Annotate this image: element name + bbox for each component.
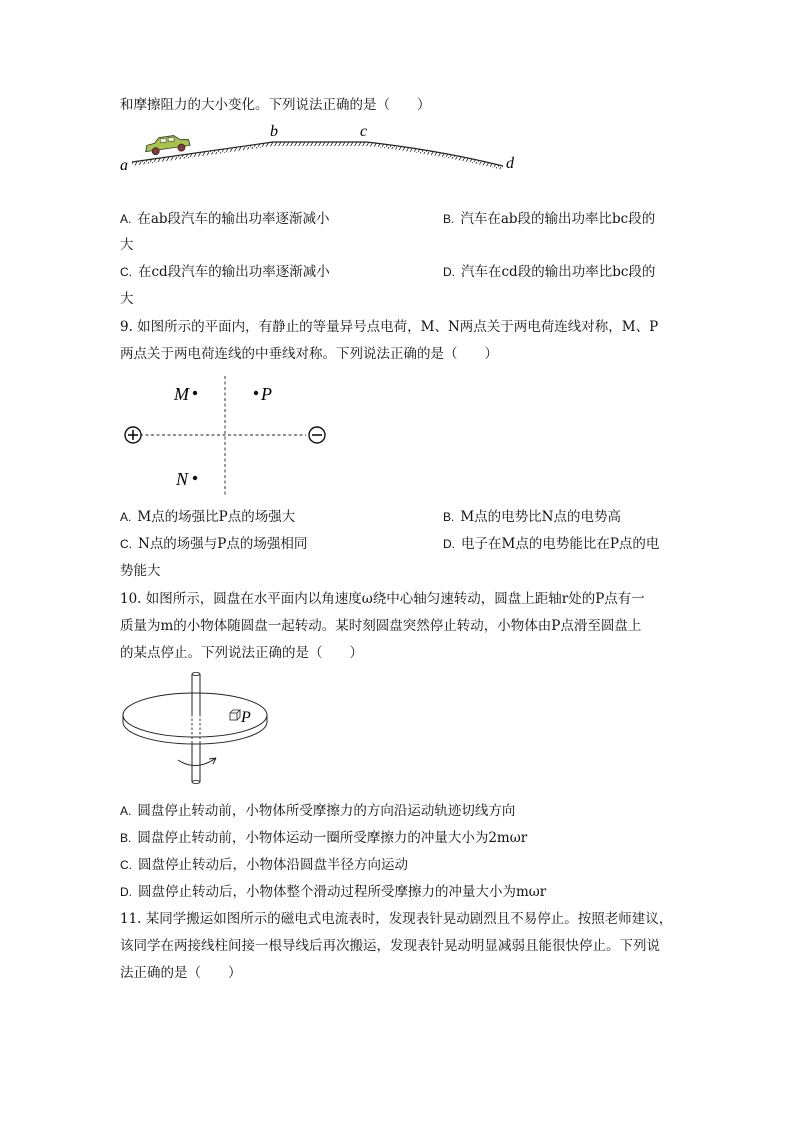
point-P	[254, 391, 258, 395]
q10-option-c[interactable]: C. 圆盘停止转动后，小物体沿圆盘半径方向运动	[120, 857, 408, 873]
q10-option-b[interactable]: B. 圆盘停止转动前，小物体运动一圈所受摩擦力的冲量大小为2mωr	[120, 830, 528, 846]
q10-option-d[interactable]: D. 圆盘停止转动后，小物体整个滑动过程所受摩擦力的冲量大小为mωr	[120, 884, 547, 900]
label-P: P	[261, 384, 272, 404]
label-b: b	[270, 123, 278, 140]
negative-charge-icon	[309, 427, 325, 443]
q8-option-c[interactable]: C. 在cd段汽车的输出功率逐渐减小	[120, 264, 330, 280]
q10-stem-line1: 10. 如图所示，圆盘在水平面内以角速度ω绕中心轴匀速转动，圆盘上距轴r处的P点有一	[120, 591, 645, 607]
label-P-disc: P	[241, 709, 251, 726]
car-icon	[144, 133, 191, 156]
q11-stem-line1: 11. 某同学搬运如图所示的磁电式电流表时，发现表针晃动剧烈且不易停止。按照老师建议，	[120, 911, 673, 927]
q9-stem-line2: 两点关于两电荷连线的中垂线对称。下列说法正确的是（ ）	[120, 346, 498, 362]
q8-option-b-cont: 大	[120, 237, 134, 253]
q8-stem-tail: 和摩擦阻力的大小变化。下列说法正确的是（ ）	[120, 97, 431, 113]
q8-option-d-cont: 大	[120, 291, 134, 307]
label-c: c	[360, 123, 368, 140]
q10-option-a[interactable]: A. 圆盘停止转动前，小物体所受摩擦力的方向沿运动轨迹切线方向	[120, 803, 516, 819]
q9-option-a[interactable]: A. M点的场强比P点的场强大	[120, 509, 296, 525]
q9-option-c[interactable]: C. N点的场强与P点的场强相同	[120, 536, 308, 552]
q10-stem-line3: 的某点停止。下列说法正确的是（ ）	[120, 645, 363, 661]
q11-stem-line2: 该同学在两接线柱间接一根导线后再次搬运，发现表针晃动明显减弱且能很快停止。下列说	[120, 938, 660, 954]
positive-charge-icon	[125, 427, 141, 443]
q9-stem-line1: 9. 如图所示的平面内，有静止的等量异号点电荷，M、N两点关于两电荷连线对称，M、P	[120, 319, 659, 335]
q8-option-b[interactable]: B. 汽车在ab段的输出功率比bc段的	[443, 211, 656, 227]
axle-bottom	[192, 744, 200, 782]
q10-disc-figure	[120, 670, 290, 795]
q9-option-b[interactable]: B. M点的电势比N点的电势高	[443, 509, 621, 525]
q8-option-d[interactable]: D. 汽车在cd段的输出功率比bc段的	[443, 264, 656, 280]
label-a: a	[120, 157, 128, 174]
point-M	[193, 391, 197, 395]
label-d: d	[506, 155, 514, 172]
q11-stem-line3: 法正确的是（ ）	[120, 965, 242, 981]
label-M: M	[174, 384, 189, 404]
q9-option-d-cont: 势能大	[120, 563, 161, 579]
q9-option-d[interactable]: D. 电子在M点的电势能比在P点的电	[443, 536, 660, 552]
q8-road-figure	[118, 122, 538, 182]
point-N	[193, 476, 197, 480]
q10-stem-line2: 质量为m的小物体随圆盘一起转动。某时刻圆盘突然停止转动，小物体由P点滑至圆盘上	[120, 618, 642, 634]
label-N: N	[176, 469, 189, 489]
q8-option-a[interactable]: A. 在ab段汽车的输出功率逐渐减小	[120, 211, 330, 227]
q9-charges-figure	[118, 372, 348, 502]
